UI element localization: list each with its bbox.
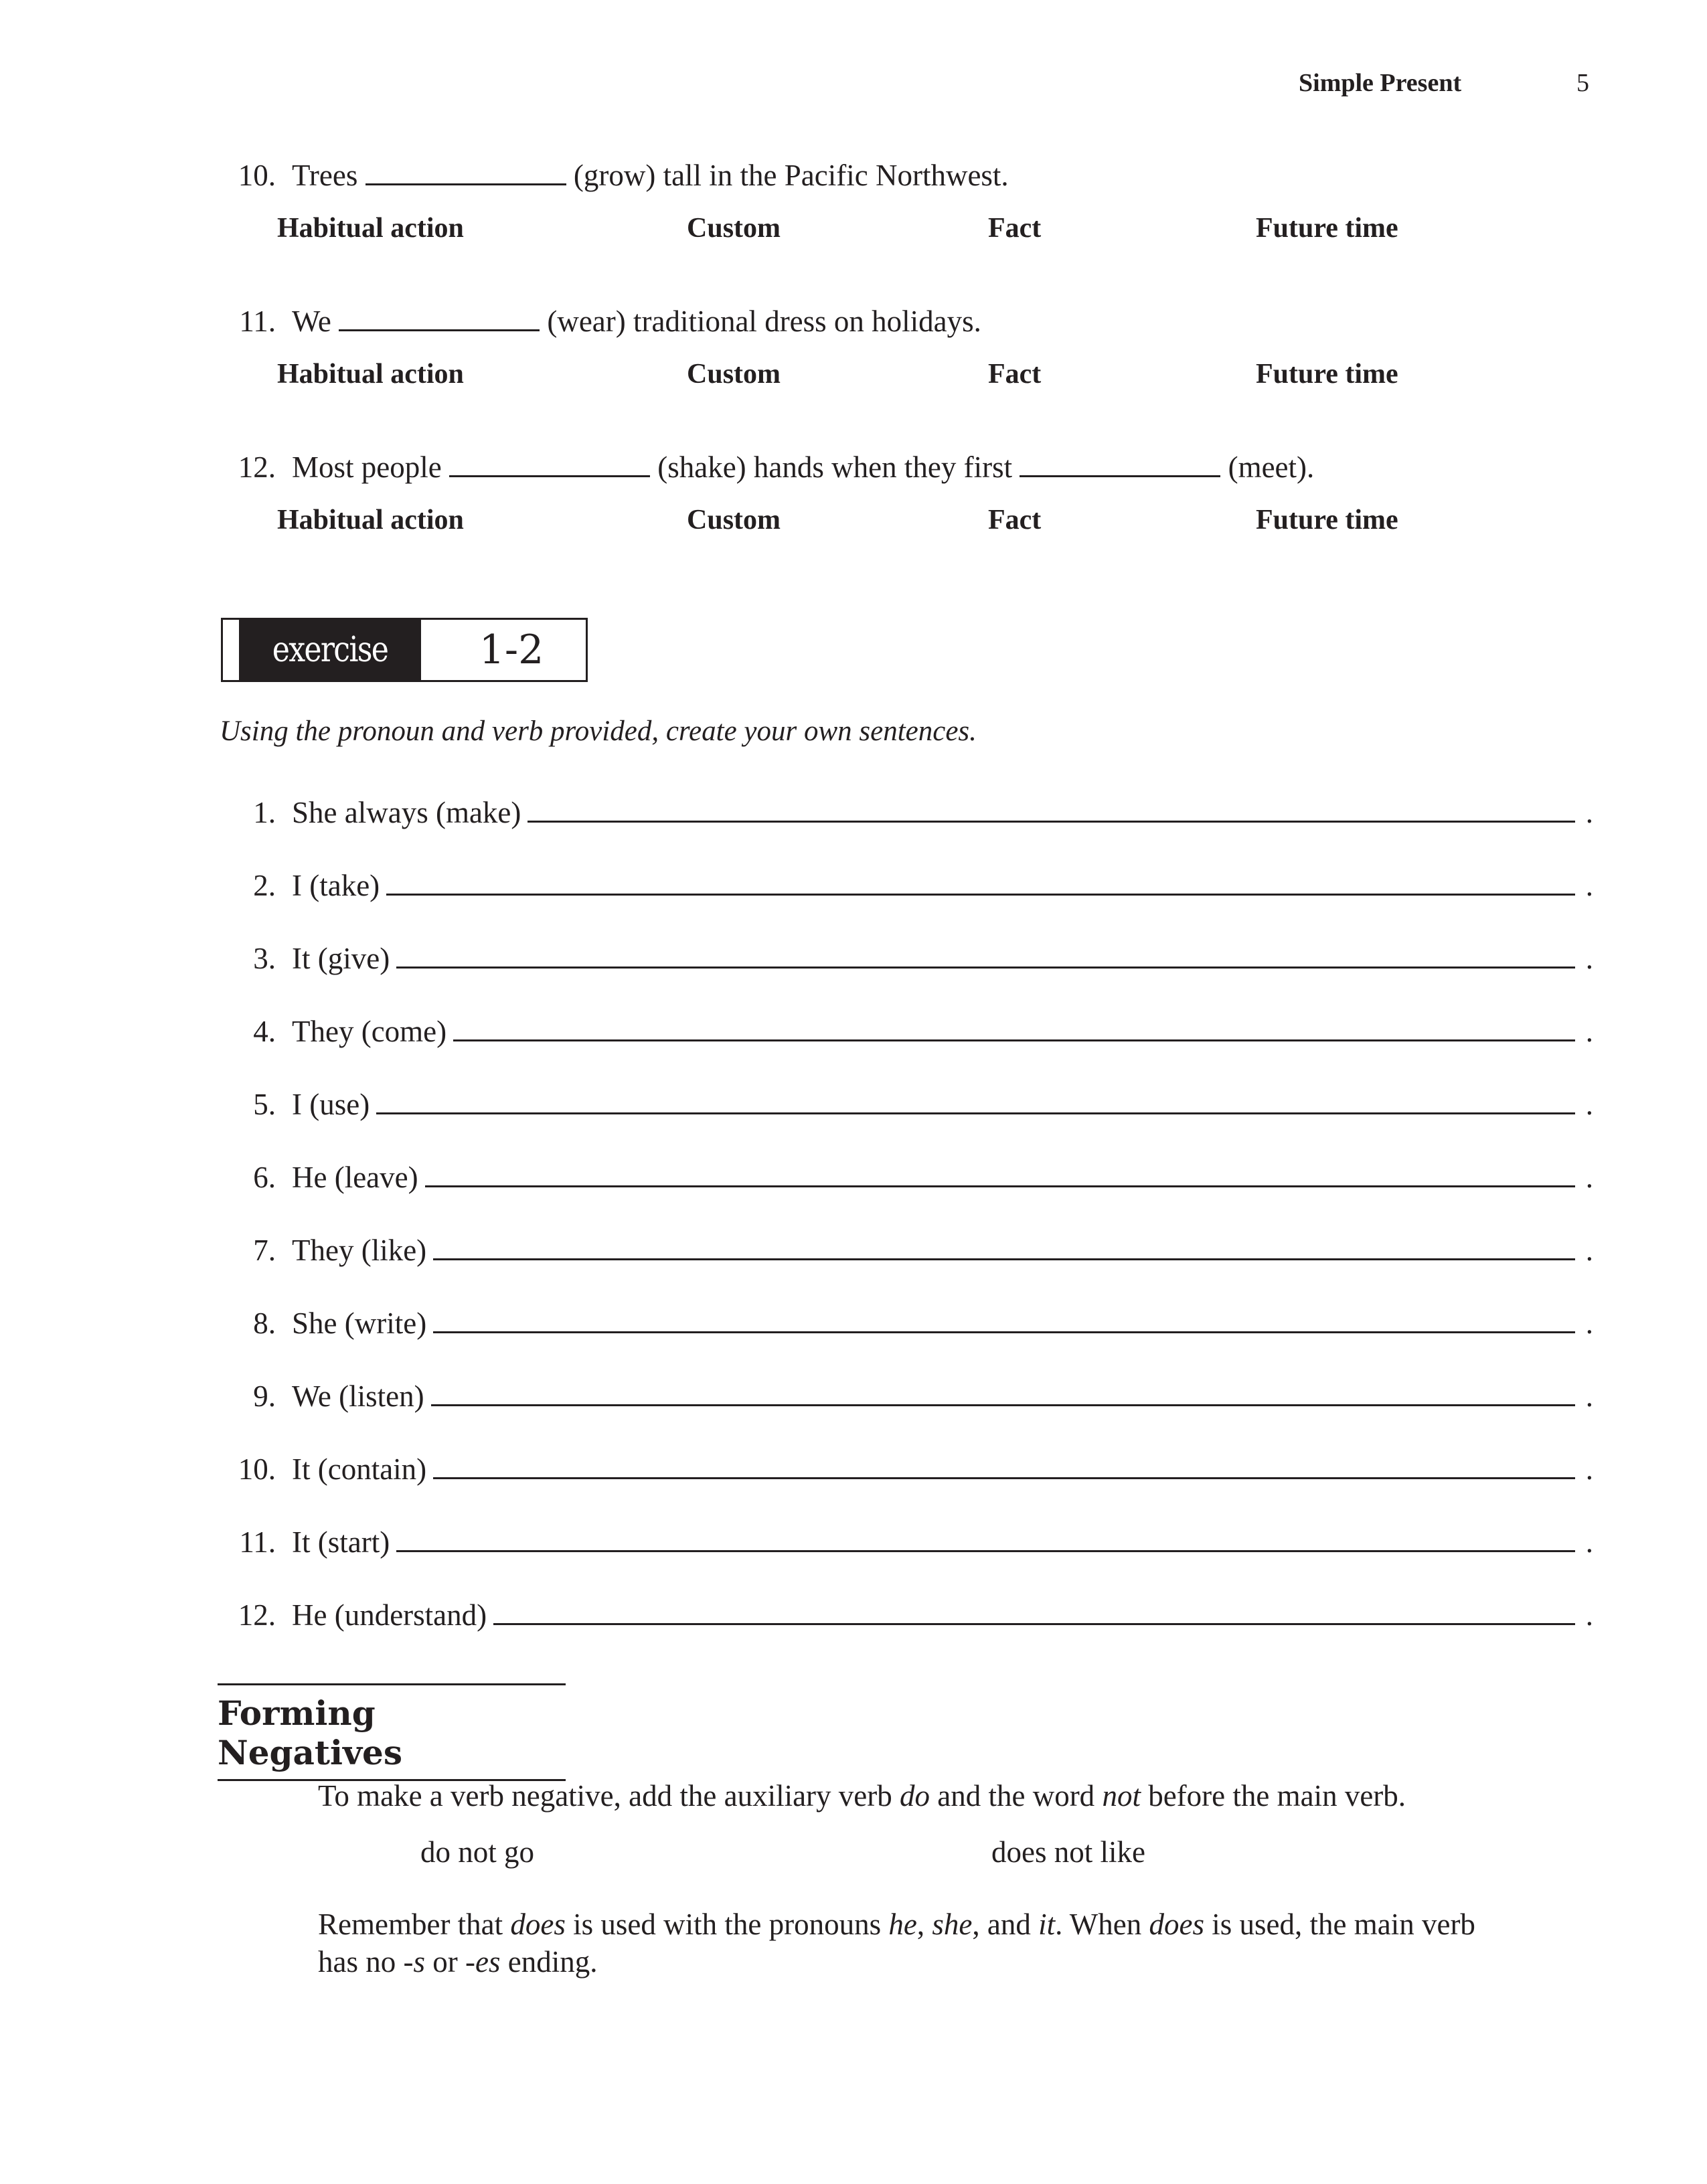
answer-line[interactable] bbox=[493, 1600, 1575, 1625]
term-she: she bbox=[932, 1908, 973, 1941]
choice-habitual-action[interactable]: Habitual action bbox=[277, 359, 464, 390]
list-item bbox=[214, 1303, 1593, 1343]
period: . bbox=[1585, 796, 1593, 829]
question-10 bbox=[214, 155, 1009, 195]
answer-line[interactable] bbox=[453, 1017, 1575, 1041]
item-number: 5. bbox=[253, 1088, 276, 1121]
question-text: (shake) hands when they first bbox=[657, 450, 1013, 484]
text: . When bbox=[1055, 1908, 1149, 1941]
exercise-word: exercise bbox=[239, 620, 421, 680]
term-he: he bbox=[888, 1908, 917, 1941]
answer-line[interactable] bbox=[396, 944, 1575, 969]
choice-future-time[interactable]: Future time bbox=[1256, 213, 1398, 244]
item-number: 3. bbox=[253, 942, 276, 975]
item-prompt: They (come) bbox=[292, 1015, 447, 1048]
answer-line[interactable] bbox=[396, 1527, 1575, 1552]
answer-line[interactable] bbox=[433, 1454, 1575, 1479]
question-text: Most people bbox=[292, 450, 442, 484]
period: . bbox=[1585, 1452, 1593, 1486]
item-number: 12. bbox=[238, 1598, 276, 1632]
item-number: 2. bbox=[253, 869, 276, 902]
item-prompt: They (like) bbox=[292, 1234, 427, 1267]
term-does: does bbox=[510, 1908, 566, 1941]
item-prompt: We (listen) bbox=[292, 1379, 424, 1413]
period: . bbox=[1585, 1598, 1593, 1632]
item-prompt: She (write) bbox=[292, 1307, 427, 1340]
question-number: 12. bbox=[238, 450, 276, 484]
period: . bbox=[1585, 1088, 1593, 1121]
answer-line[interactable] bbox=[433, 1236, 1575, 1260]
item-prompt: She always (make) bbox=[292, 796, 521, 829]
text: is used, the main verb bbox=[1204, 1908, 1475, 1941]
item-prompt: He (leave) bbox=[292, 1161, 418, 1194]
item-number: 9. bbox=[253, 1379, 276, 1413]
item-prompt: I (use) bbox=[292, 1088, 370, 1121]
list-item bbox=[214, 1449, 1593, 1489]
period: . bbox=[1585, 1015, 1593, 1048]
list-item bbox=[214, 865, 1593, 906]
paragraph-does-cont bbox=[318, 1942, 597, 1981]
choice-custom[interactable]: Custom bbox=[687, 505, 781, 535]
text: To make a verb negative, add the auxiliary verb bbox=[318, 1779, 900, 1813]
question-11 bbox=[214, 301, 981, 341]
period: . bbox=[1585, 1525, 1593, 1559]
period: . bbox=[1585, 1161, 1593, 1194]
list-item bbox=[214, 1157, 1593, 1197]
item-number: 1. bbox=[253, 796, 276, 829]
choice-habitual-action[interactable]: Habitual action bbox=[277, 213, 464, 244]
exercise-instruction: Using the pronoun and verb provided, create your own sentences. bbox=[220, 716, 977, 747]
example-does-not-like: does not like bbox=[991, 1835, 1145, 1869]
choice-future-time[interactable]: Future time bbox=[1256, 359, 1398, 390]
question-text: We bbox=[292, 305, 331, 338]
text: Remember that bbox=[318, 1908, 511, 1941]
question-12 bbox=[214, 447, 1314, 487]
answer-line[interactable] bbox=[386, 871, 1575, 896]
answer-line[interactable] bbox=[431, 1381, 1575, 1406]
list-item bbox=[214, 1011, 1593, 1052]
text: has no bbox=[318, 1945, 404, 1979]
choice-habitual-action[interactable]: Habitual action bbox=[277, 505, 464, 535]
answer-line[interactable] bbox=[376, 1090, 1575, 1114]
list-item bbox=[214, 1376, 1593, 1416]
item-number: 7. bbox=[253, 1234, 276, 1267]
term-do: do bbox=[900, 1779, 930, 1813]
text: ending. bbox=[500, 1945, 598, 1979]
choice-fact[interactable]: Fact bbox=[988, 359, 1042, 390]
question-text: (meet). bbox=[1228, 450, 1315, 484]
list-item bbox=[214, 1084, 1593, 1124]
list-item bbox=[214, 792, 1593, 833]
answer-blank[interactable] bbox=[1020, 450, 1220, 477]
answer-blank[interactable] bbox=[339, 304, 540, 331]
term-does: does bbox=[1149, 1908, 1205, 1941]
choice-custom[interactable]: Custom bbox=[687, 359, 781, 390]
question-number: 10. bbox=[238, 159, 276, 192]
paragraph-negatives bbox=[318, 1776, 1406, 1815]
item-prompt: He (understand) bbox=[292, 1598, 487, 1632]
item-number: 10. bbox=[238, 1452, 276, 1486]
item-number: 4. bbox=[253, 1015, 276, 1048]
period: . bbox=[1585, 1234, 1593, 1267]
period: . bbox=[1585, 869, 1593, 902]
question-number: 11. bbox=[239, 305, 276, 338]
question-text: (grow) tall in the Pacific Northwest. bbox=[573, 159, 1009, 192]
term-not: not bbox=[1102, 1779, 1141, 1813]
answer-line[interactable] bbox=[425, 1163, 1575, 1187]
example-do-not-go: do not go bbox=[420, 1835, 535, 1869]
item-prompt: It (start) bbox=[292, 1525, 390, 1559]
text: , bbox=[916, 1908, 932, 1941]
list-item bbox=[214, 1230, 1593, 1270]
list-item bbox=[214, 1595, 1593, 1635]
answer-line[interactable] bbox=[433, 1309, 1575, 1333]
page-number: 5 bbox=[1576, 69, 1589, 97]
period: . bbox=[1585, 1307, 1593, 1340]
period: . bbox=[1585, 1379, 1593, 1413]
paragraph-does bbox=[318, 1905, 1475, 1944]
question-text: (wear) traditional dress on holidays. bbox=[547, 305, 981, 338]
chapter-title: Simple Present bbox=[1299, 69, 1462, 97]
choice-fact[interactable]: Fact bbox=[988, 505, 1042, 535]
exercise-number: 1-2 bbox=[479, 626, 544, 673]
list-item bbox=[214, 938, 1593, 979]
item-prompt: I (take) bbox=[292, 869, 380, 902]
text: is used with the pronouns bbox=[565, 1908, 889, 1941]
item-prompt: It (contain) bbox=[292, 1452, 427, 1486]
answer-blank[interactable] bbox=[449, 450, 650, 477]
text: or bbox=[425, 1945, 465, 1979]
item-number: 6. bbox=[253, 1161, 276, 1194]
answer-line[interactable] bbox=[527, 798, 1574, 823]
choice-fact[interactable]: Fact bbox=[988, 213, 1042, 244]
text: before the main verb. bbox=[1140, 1779, 1406, 1813]
running-head bbox=[1299, 68, 1589, 98]
item-number: 8. bbox=[253, 1307, 276, 1340]
text: , and bbox=[972, 1908, 1039, 1941]
term-es: -es bbox=[465, 1945, 501, 1979]
list-item bbox=[214, 1522, 1593, 1562]
choice-future-time[interactable]: Future time bbox=[1256, 505, 1398, 535]
choice-custom[interactable]: Custom bbox=[687, 213, 781, 244]
text: and the word bbox=[930, 1779, 1103, 1813]
period: . bbox=[1585, 942, 1593, 975]
term-it: it bbox=[1038, 1908, 1056, 1941]
question-text: Trees bbox=[292, 159, 358, 192]
exercise-label bbox=[221, 618, 588, 682]
answer-blank[interactable] bbox=[365, 158, 566, 185]
section-heading: Forming Negatives bbox=[218, 1683, 566, 1781]
term-s: -s bbox=[403, 1945, 425, 1979]
item-prompt: It (give) bbox=[292, 942, 390, 975]
item-number: 11. bbox=[239, 1525, 276, 1559]
